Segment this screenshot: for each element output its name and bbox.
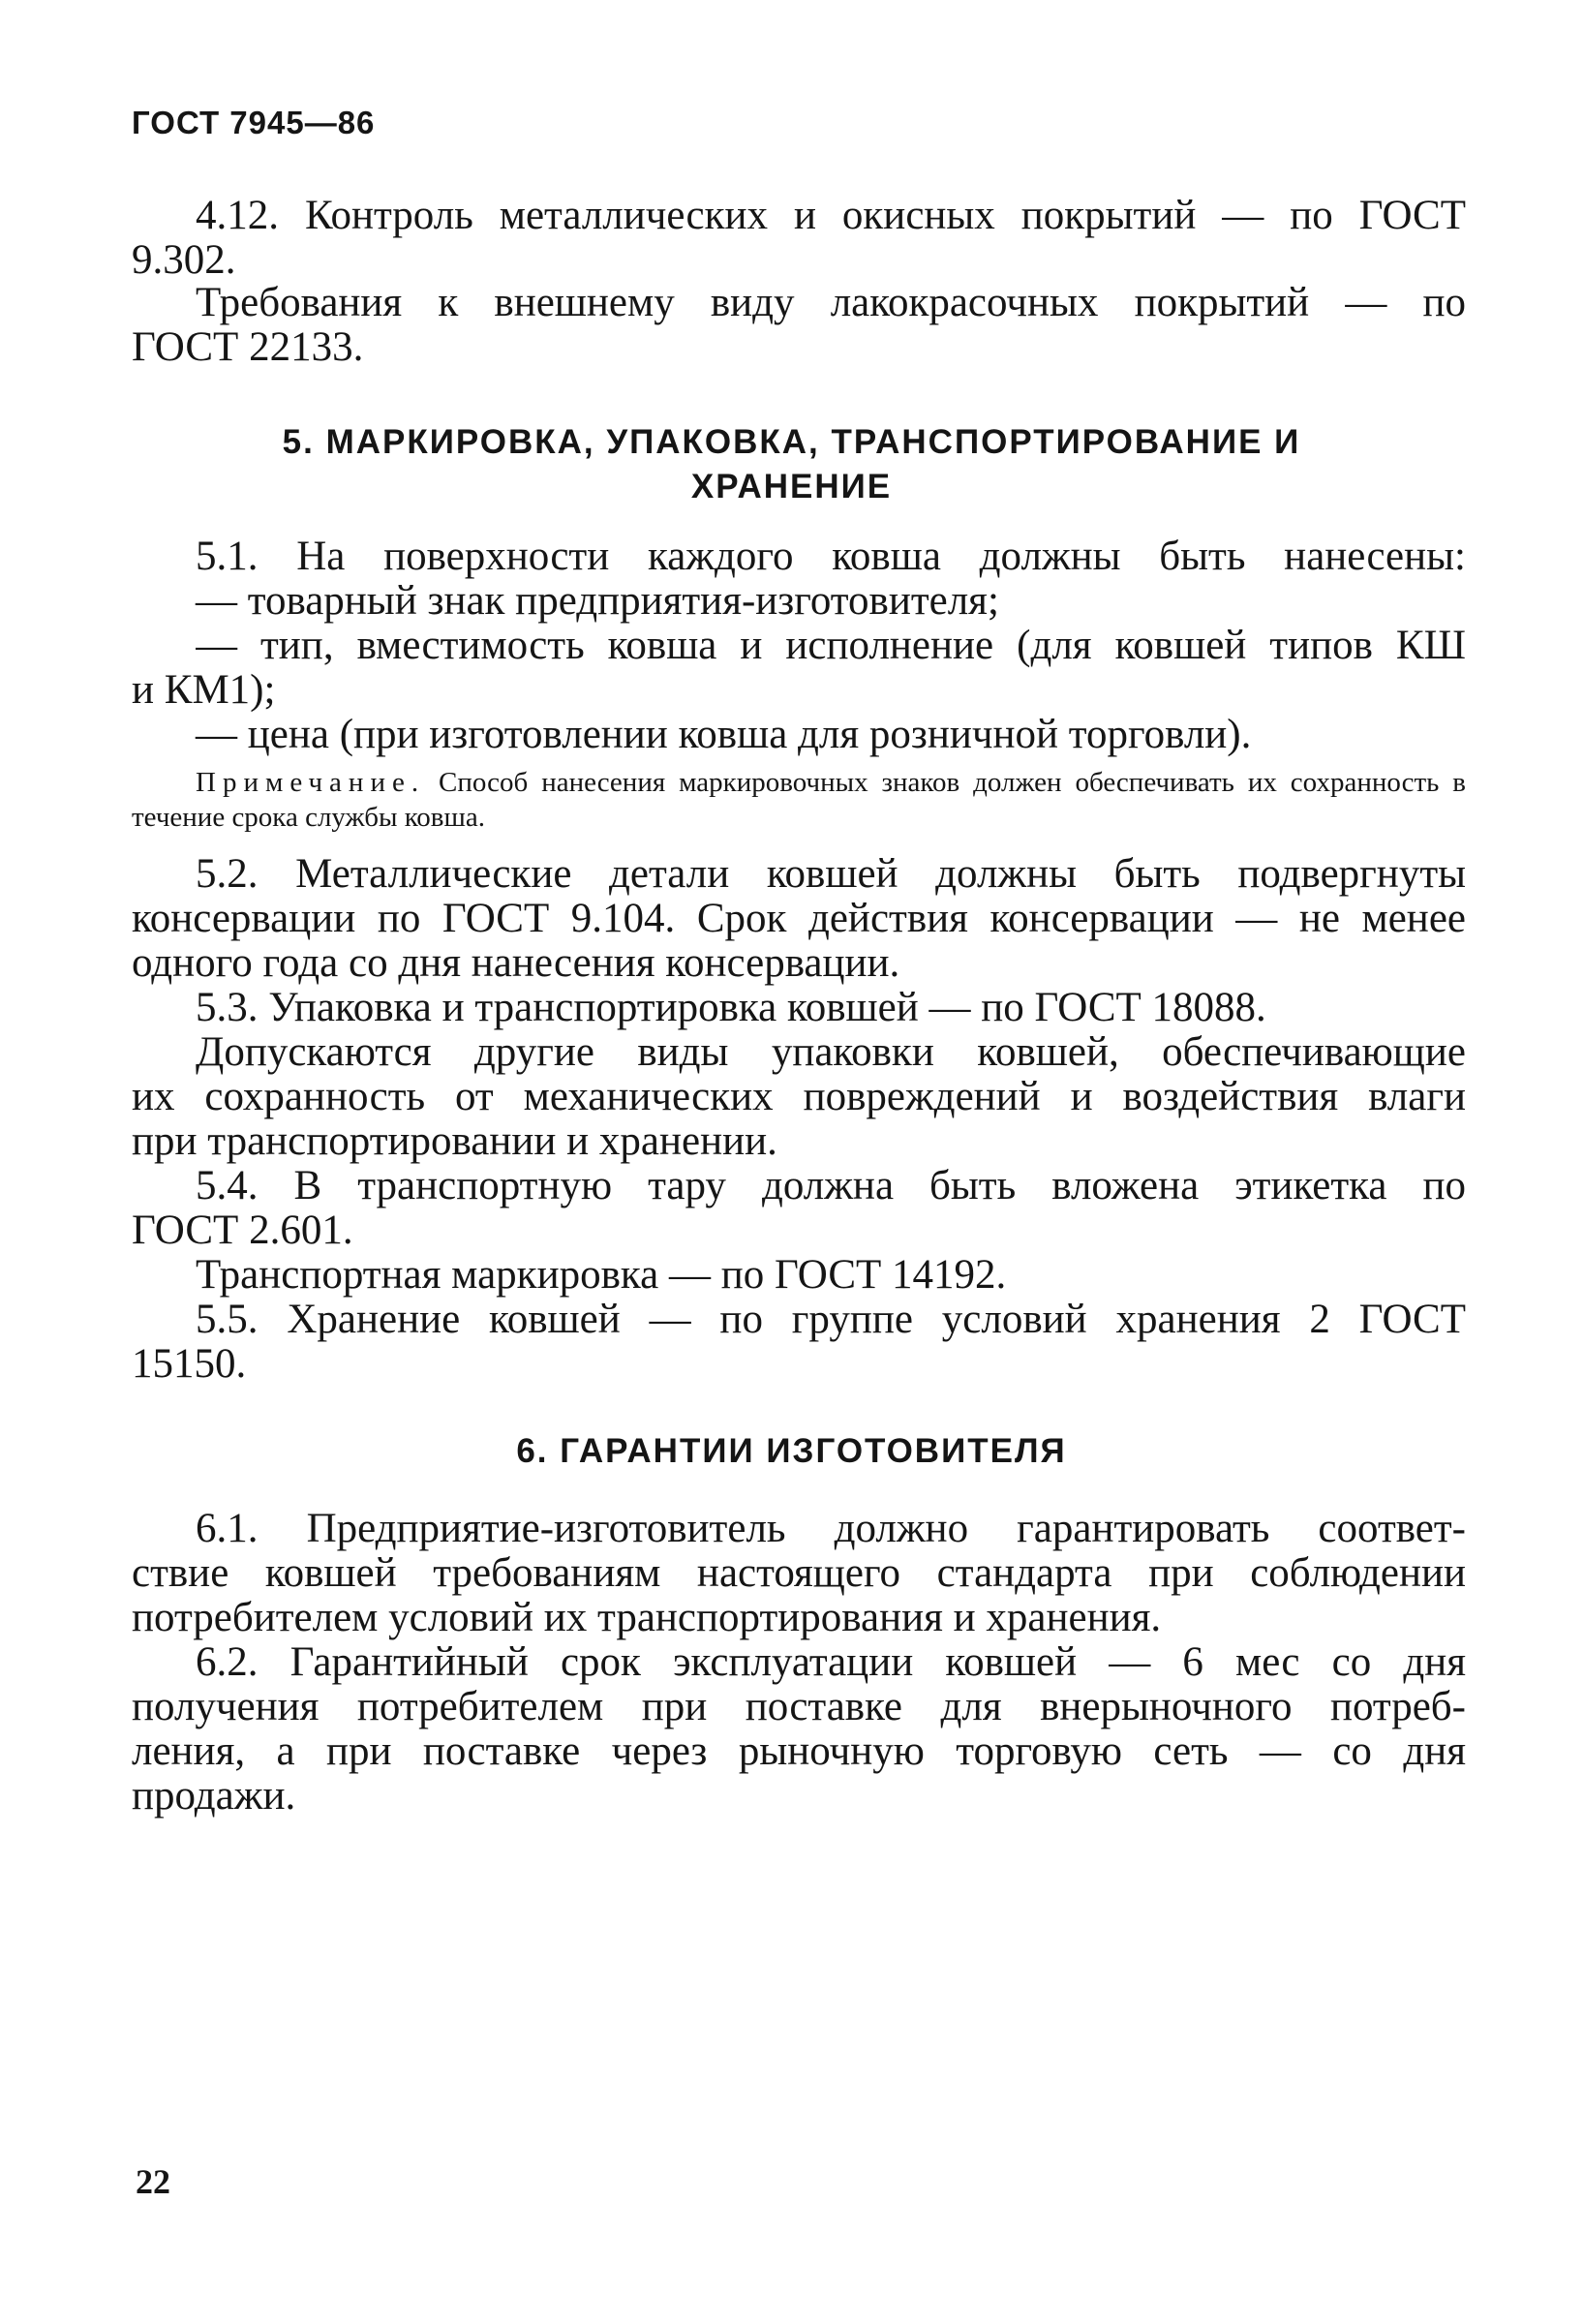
section5-title-line1: 5. МАРКИРОВКА, УПАКОВКА, ТРАНСПОРТИРОВАНИЕ И xyxy=(282,423,1301,461)
p6-1-line3: потребителем условий их транспортирования и хранения. xyxy=(132,1595,1162,1640)
p5-1-line3: — тип, вместимость ковша и исполнение (для ковшей типов КШ xyxy=(196,624,1466,668)
section5-title-line2: ХРАНЕНИЕ xyxy=(690,468,893,505)
p5-4-line3: Транспортная маркировка — по ГОСТ 14192. xyxy=(196,1252,1007,1298)
p5-1-line2: — товарный знак предприятия-изготовителя; xyxy=(196,578,999,624)
p6-1-line2: ствие ковшей требованиям настоящего стандарта при соблюдении xyxy=(132,1551,1466,1596)
p4-12-line3: Требования к внешнему виду лакокрасочных покрытий — по xyxy=(196,281,1466,325)
section6-title: 6. ГАРАНТИИ ИЗГОТОВИТЕЛЯ xyxy=(516,1432,1067,1470)
p5-1-line1: 5.1. На поверхности каждого ковша должны быть нанесены: xyxy=(196,535,1466,579)
doc-code-header: ГОСТ 7945—86 xyxy=(132,105,376,140)
p5-5-line1: 5.5. Хранение ковшей — по группе условий хранения 2 ГОСТ xyxy=(196,1298,1466,1342)
note-text: Способ нанесения маркировочных знаков должен обеспечивать их сохранность в течение срока службы ковша. xyxy=(132,767,1466,833)
p4-12-line1: 4.12. Контроль металлических и окисных покрытий — по ГОСТ xyxy=(196,194,1466,238)
p5-3-line4: при транспортировании и хранении. xyxy=(132,1118,777,1164)
p4-12-line4: ГОСТ 22133. xyxy=(132,324,364,370)
p6-2-line4: продажи. xyxy=(132,1773,296,1819)
p6-2-line2: получения потребителем при поставке для внерыночного потреб- xyxy=(132,1685,1466,1729)
p5-2-line1: 5.2. Металлические детали ковшей должны быть подвергнуты xyxy=(196,852,1466,897)
p5-4-line1: 5.4. В транспортную тару должна быть вложена этикетка по xyxy=(196,1164,1466,1208)
note-label: Примечание. xyxy=(196,767,426,798)
p5-2-line3: одного года со дня нанесения консервации. xyxy=(132,940,900,986)
page-number: 22 xyxy=(136,2162,170,2201)
p5-1-line5: — цена (при изготовлении ковша для розничной торговли). xyxy=(196,712,1252,757)
p5-3-line3: их сохранность от механических повреждений и воздействия влаги xyxy=(132,1075,1466,1119)
p5-3-line1: 5.3. Упаковка и транспортировка ковшей — по ГОСТ 18088. xyxy=(196,985,1266,1030)
p6-1-line1: 6.1. Предприятие-изготовитель должно гарантировать соответ- xyxy=(196,1507,1466,1551)
p5-3-line2: Допускаются другие виды упаковки ковшей, обеспечивающие xyxy=(196,1030,1466,1075)
p5-2-line2: консервации по ГОСТ 9.104. Срок действия консервации — не менее xyxy=(132,897,1466,941)
p6-2-line3: ления, а при поставке через рыночную торговую сеть — со дня xyxy=(132,1729,1466,1774)
p4-12-line2: 9.302. xyxy=(132,237,236,283)
p6-2-line1: 6.2. Гарантийный срок эксплуатации ковшей — 6 мес со дня xyxy=(196,1640,1466,1685)
p5-1-line4: и КМ1); xyxy=(132,667,276,713)
p5-5-line2: 15150. xyxy=(132,1341,247,1387)
note-block xyxy=(132,765,1466,835)
p5-4-line2: ГОСТ 2.601. xyxy=(132,1208,353,1253)
